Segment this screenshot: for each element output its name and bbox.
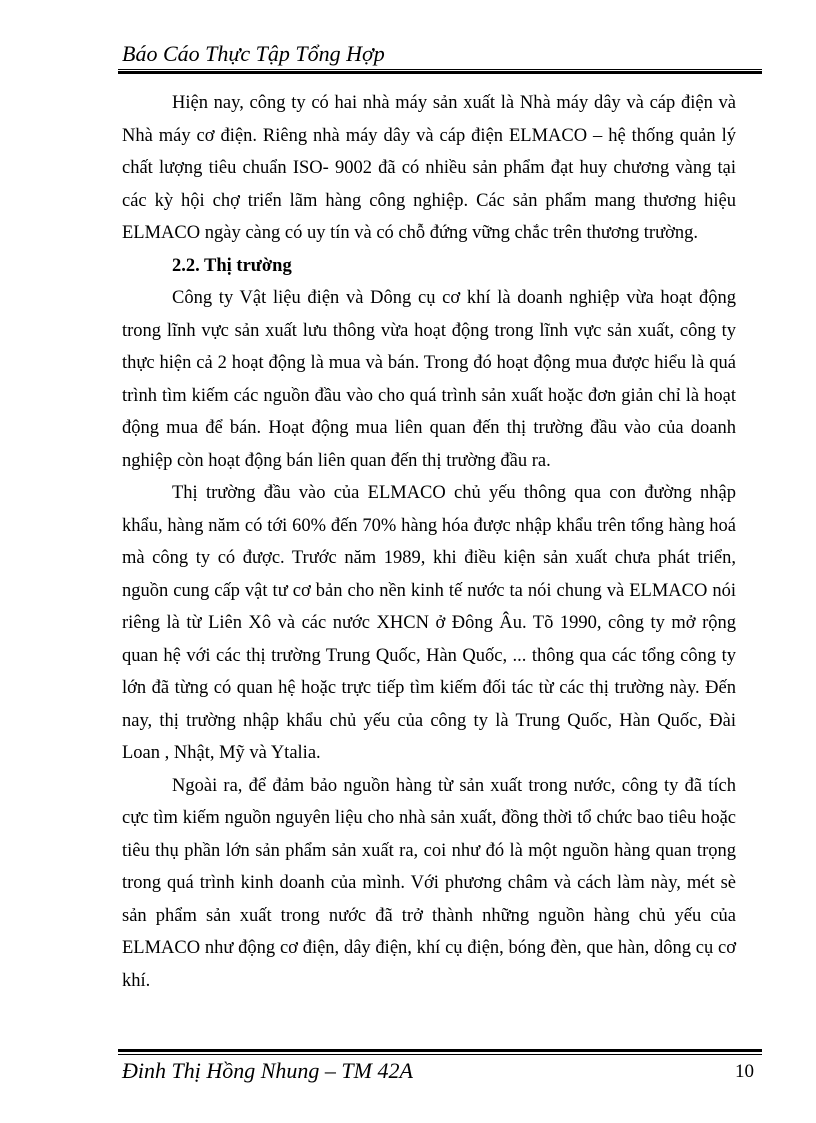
footer-rule-thick <box>118 1049 762 1052</box>
page-number: 10 <box>735 1061 754 1082</box>
paragraph-input-market: Thị trường đầu vào của ELMACO chủ yếu thông qua con đường nhập khẩu, hàng năm có tới 60% đến 70% hàng hóa được nhập khẩu trên tổng hàng hoá mà công ty có được. Trước năm 1989, khi điều kiện sản xuất chưa phát triển, nguồn cung cấp vật tư cơ bản cho nền kinh tế nước ta nói chung và ELMACO nói riêng là từ Liên Xô và các nước XHCN ở Đông Âu. Tõ 1990, công ty mở rộng quan hệ với các thị trường Trung Quốc, Hàn Quốc, ... thông qua các tổng công ty lớn đã từng có quan hệ hoặc trực tiếp tìm kiếm đối tác từ các thị trường này. Đến nay, thị trường nhập khẩu chủ yếu của công ty là Trung Quốc, Hàn Quốc, Đài Loan , Nhật, Mỹ và Ytalia. <box>122 483 736 763</box>
page-body <box>122 87 736 997</box>
footer-rule-thin <box>118 1054 762 1055</box>
section-heading: 2.2. Thị trường <box>172 255 292 276</box>
paragraph-market-overview: Công ty Vật liệu điện và Dông cụ cơ khí là doanh nghiệp vừa hoạt động trong lĩnh vực sản xuất lưu thông vừa hoạt động trong lĩnh vực sản xuất, công ty thực hiện cả 2 hoạt động là mua và bán. Trong đó hoạt động mua được hiểu là quá trình tìm kiếm các nguồn đầu vào cho quá trình sản xuất hoặc đơn giản chỉ là hoạt động mua để bán. Hoạt động mua liên quan đến thị trường đầu vào của doanh nghiệp còn hoạt động bán liên quan đến thị trường đầu ra. <box>122 288 736 471</box>
footer-author: Đinh Thị Hồng Nhung – TM 42A <box>122 1058 413 1083</box>
header-rule-thick <box>118 71 762 74</box>
report-title: Báo Cáo Thực Tập Tổng Hợp <box>122 41 385 66</box>
paragraph-domestic-sources: Ngoài ra, để đảm bảo nguồn hàng từ sản xuất trong nước, công ty đã tích cực tìm kiếm nguồn nguyên liệu cho nhà sản xuất, đồng thời tổ chức bao tiêu hoặc tiêu thụ phần lớn sản phẩm sản xuất ra, coi như đó là một nguồn hàng quan trọng trong quá trình kinh doanh của mình. Với phương châm và cách làm này, mét sè sản phẩm sản xuất trong nước đã trở thành những nguồn hàng chủ yếu của ELMACO như động cơ điện, dây điện, khí cụ điện, bóng đèn, que hàn, dông cụ cơ khí. <box>122 775 736 991</box>
header-rule-thin <box>118 69 762 70</box>
paragraph-factories: Hiện nay, công ty có hai nhà máy sản xuất là Nhà máy dây và cáp điện và Nhà máy cơ điện. Riêng nhà máy dây và cáp điện ELMACO – hệ thống quản lý chất lượng tiêu chuẩn ISO- 9002 đã có nhiều sản phẩm đạt huy chương vàng tại các kỳ hội chợ triển lãm hàng công nghiệp. Các sản phẩm mang thương hiệu ELMACO ngày càng có uy tín và có chỗ đứng vững chắc trên thương trường. <box>122 93 736 243</box>
